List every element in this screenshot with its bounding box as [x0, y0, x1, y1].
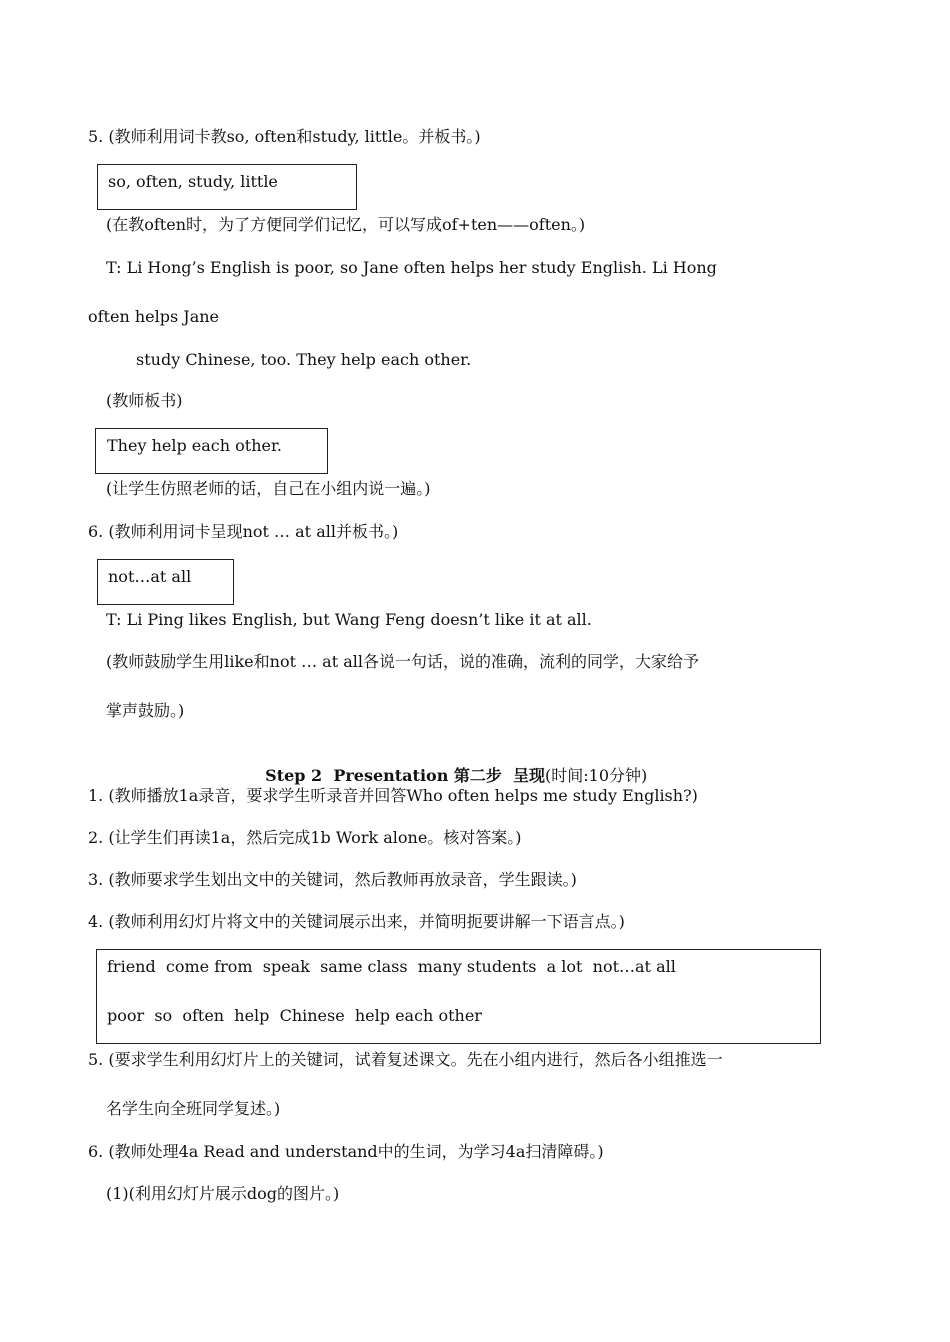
encourage-line-b: 掌声鼓励。) [106, 701, 185, 720]
presentation-item-5b: 名学生向全班同学复述。) [106, 1099, 281, 1118]
step-2-title: Step 2 Presentation 第二步 呈现 [265, 766, 546, 785]
note-often: (在教often时，为了方便同学们记忆，可以写成of+ten——often。) [106, 215, 586, 234]
presentation-item-2: 2. (让学生们再读1a，然后完成1b Work alone。核对答案。) [88, 828, 522, 847]
presentation-item-5a: 5. (要求学生利用幻灯片上的关键词，试着复述课文。先在小组内进行，然后各小组推选一 [88, 1050, 723, 1069]
encourage-line-a: (教师鼓励学生用like和not … at all各说一句话，说的准确，流利的同学，大家给予 [106, 652, 700, 671]
presentation-item-3: 3. (教师要求学生划出文中的关键词，然后教师再放录音，学生跟读。) [88, 870, 577, 889]
presentation-item-6-1: (1)(利用幻灯片展示dog的图片。) [106, 1184, 340, 1203]
board-box-vocab [97, 164, 357, 210]
board-box-not-at-all [97, 559, 234, 605]
board-note: (教师板书) [106, 391, 183, 410]
keywords-line-2: poor so often help Chinese help each other [107, 1006, 482, 1025]
presentation-item-6: 6. (教师处理4a Read and understand中的生词，为学习4a扫清障碍。) [88, 1142, 604, 1161]
step-2-heading [255, 743, 647, 787]
imitate-note: (让学生仿照老师的话，自己在小组内说一遍。) [106, 479, 431, 498]
teacher-line-1c: study Chinese, too. They help each other. [136, 350, 472, 369]
presentation-item-1: 1. (教师播放1a录音，要求学生听录音并回答Who often helps me study English?) [88, 786, 698, 805]
keywords-box [96, 949, 821, 1044]
presentation-item-4: 4. (教师利用幻灯片将文中的关键词展示出来，并简明扼要讲解一下语言点。) [88, 912, 625, 931]
board-text-not-at-all: not…at all [108, 567, 192, 586]
board-text-vocab: so, often, study, little [108, 172, 278, 191]
board-box-help [95, 428, 328, 474]
item-6-not-at-all: 6. (教师利用词卡呈现not … at all并板书。) [88, 522, 399, 541]
teacher-line-1b: often helps Jane [88, 307, 219, 326]
keywords-line-1: friend come from speak same class many students a lot not…at all [107, 957, 676, 976]
teacher-line-1a: T: Li Hong’s English is poor, so Jane often helps her study English. Li Hong [106, 258, 717, 277]
step-2-time: (时间:10分钟) [545, 766, 648, 785]
teacher-line-2: T: Li Ping likes English, but Wang Feng doesn’t like it at all. [106, 610, 592, 629]
board-text-help: They help each other. [107, 436, 282, 455]
item-5-vocab: 5. (教师利用词卡教so, often和study, little。并板书。) [88, 127, 481, 146]
